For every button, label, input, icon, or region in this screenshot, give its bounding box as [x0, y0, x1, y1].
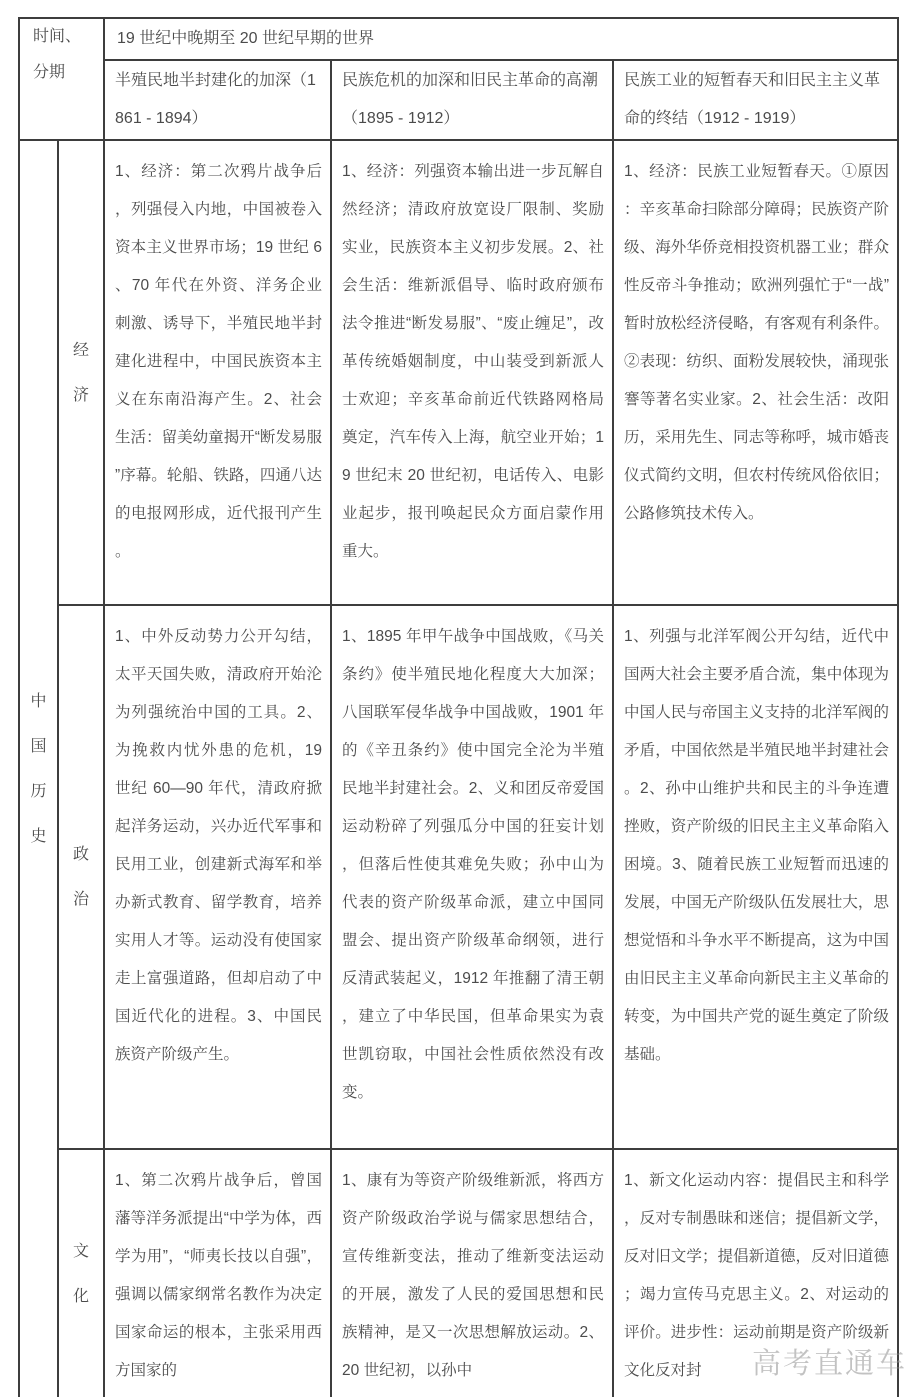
period-header-1: 半殖民地半封建化的加深（1861 - 1894）: [115, 72, 316, 127]
cell-economy-period2: [331, 140, 613, 605]
category-cell-politics: [58, 605, 104, 1149]
era-row: [19, 18, 898, 60]
cell-politics-period2: [331, 605, 613, 1149]
cell-culture-period3: [613, 1149, 898, 1397]
cell-culture-period2: [331, 1149, 613, 1397]
group-label: 中国历史: [30, 693, 47, 845]
culture-row: [19, 1149, 898, 1397]
culture-period3-text: 1、新文化运动内容：提倡民主和科学，反对专制愚昧和迷信；提倡新文学，反对旧文学；提倡新道德，反对旧道德；竭力宣传马克思主义。2、对运动的评价。进步性：运动前期是资产阶级新文化反对封: [624, 1172, 890, 1379]
corner-cell: [19, 18, 104, 140]
economy-period1-text: 1、经济：第二次鸦片战争后，列强侵入内地，中国被卷入资本主义世界市场；19 世纪 6、70 年代在外资、洋务企业刺激、诱导下，半殖民地半封建化进程中，中国民族资本主义在东南沿海产生。2、社会生活：留美幼童揭开“断发易服”序幕。轮船、铁路，四通八达的电报网形成，近代报刊产生。: [115, 163, 323, 560]
period-header-cell-3: [613, 60, 898, 140]
period-header-cell-2: [331, 60, 613, 140]
era-title-cell: [104, 18, 898, 60]
period-header-2: 民族危机的加深和旧民主革命的高潮（1895 - 1912）: [342, 72, 599, 127]
economy-period3-text: 1、经济：民族工业短暂春天。①原因：辛亥革命扫除部分障碍；民族资产阶级、海外华侨竞相投资机器工业；群众性反帝斗争推动；欧洲列强忙于“一战”暂时放松经济侵略，有客观有利条件。②表现：纺织、面粉发展较快，涌现张謇等著名实业家。2、社会生活：改阳历，采用先生、同志等称呼，城市婚丧仪式简约文明，但农村传统风俗依旧；公路修筑技术传入。: [624, 163, 890, 522]
corner-label-line2: 分期: [33, 64, 66, 81]
group-label-cell: [19, 140, 58, 1397]
category-label-economy: 经济: [73, 341, 90, 404]
category-cell-culture: [58, 1149, 104, 1397]
category-label-politics: 政治: [73, 846, 90, 908]
politics-period3-text: 1、列强与北洋军阀公开勾结，近代中国两大社会主要矛盾合流，集中体现为中国人民与帝国主义支持的北洋军阀的矛盾，中国依然是半殖民地半封建社会。2、孙中山维护共和民主的斗争连遭挫败，资产阶级的旧民主主义革命陷入困境。3、随着民族工业短暂而迅速的发展，中国无产阶级队伍发展壮大，思想觉悟和斗争水平不断提高，这为中国由旧民主主义革命向新民主主义革命的转变，为中国共产党的诞生奠定了阶级基础。: [624, 628, 890, 1063]
culture-period2-text: 1、康有为等资产阶级维新派，将西方资产阶级政治学说与儒家思想结合，宣传维新变法，推动了维新变法运动的开展，激发了人民的爱国思想和民族精神，是又一次思想解放运动。2、20 世纪初，以孙中: [342, 1172, 605, 1379]
period-header-3: 民族工业的短暂春天和旧民主主义革命的终结（1912 - 1919）: [624, 72, 881, 127]
cell-economy-period1: [104, 140, 331, 605]
cell-politics-period3: [613, 605, 898, 1149]
period-header-row: [19, 60, 898, 140]
politics-period2-text: 1、1895 年甲午战争中国战败，《马关条约》使半殖民地化程度大大加深；八国联军侵华战争中国战败，1901 年的《辛丑条约》使中国完全沦为半殖民地半封建社会。2、义和团反帝爱国运动粉碎了列强瓜分中国的狂妄计划，但落后性使其难免失败；孙中山为代表的资产阶级革命派，建立中国同盟会、提出资产阶级革命纲领，进行反清武装起义，1912 年推翻了清王朝，建立了中华民国，但革命果实为袁世凯窃取，中国社会性质依然没有改变。: [342, 628, 605, 1101]
cell-economy-period3: [613, 140, 898, 605]
politics-period1-text: 1、中外反动势力公开勾结，太平天国失败，清政府开始沦为列强统治中国的工具。2、为挽救内忧外患的危机，19 世纪 60—90 年代，清政府掀起洋务运动，兴办近代军事和民用工业，创建新式海军和举办新式教育、留学教育，培养实用人才等。运动没有使国家走上富强道路，但却启动了中国近代化的进程。3、中国民族资产阶级产生。: [115, 628, 323, 1063]
corner-label: [20, 19, 103, 91]
history-table: [18, 17, 899, 1397]
economy-period2-text: 1、经济：列强资本输出进一步瓦解自然经济；清政府放宽设厂限制、奖励实业，民族资本主义初步发展。2、社会生活：维新派倡导、临时政府颁布法令推进“断发易服”、“废止缠足”，改革传统婚姻制度，中山装受到新派人士欢迎；辛亥革命前近代铁路网格局奠定，汽车传入上海，航空业开始；19 世纪末 20 世纪初，电话传入、电影业起步，报刊唤起民众方面启蒙作用重大。: [342, 163, 605, 560]
category-label-culture: 文化: [73, 1242, 90, 1305]
era-title: 19 世纪中晚期至 20 世纪早期的世界: [117, 30, 374, 47]
period-header-cell-1: [104, 60, 331, 140]
cell-politics-period1: [104, 605, 331, 1149]
politics-row: [19, 605, 898, 1149]
cell-culture-period1: [104, 1149, 331, 1397]
corner-label-line1: 时间、: [33, 28, 82, 45]
culture-period1-text: 1、第二次鸦片战争后，曾国藩等洋务派提出“中学为体，西学为用”，“师夷长技以自强”，强调以儒家纲常名教作为决定国家命运的根本，主张采用西方国家的: [115, 1172, 323, 1379]
economy-row: [19, 140, 898, 605]
watermark-text: 高考直通车: [751, 1348, 907, 1380]
category-cell-economy: [58, 140, 104, 605]
